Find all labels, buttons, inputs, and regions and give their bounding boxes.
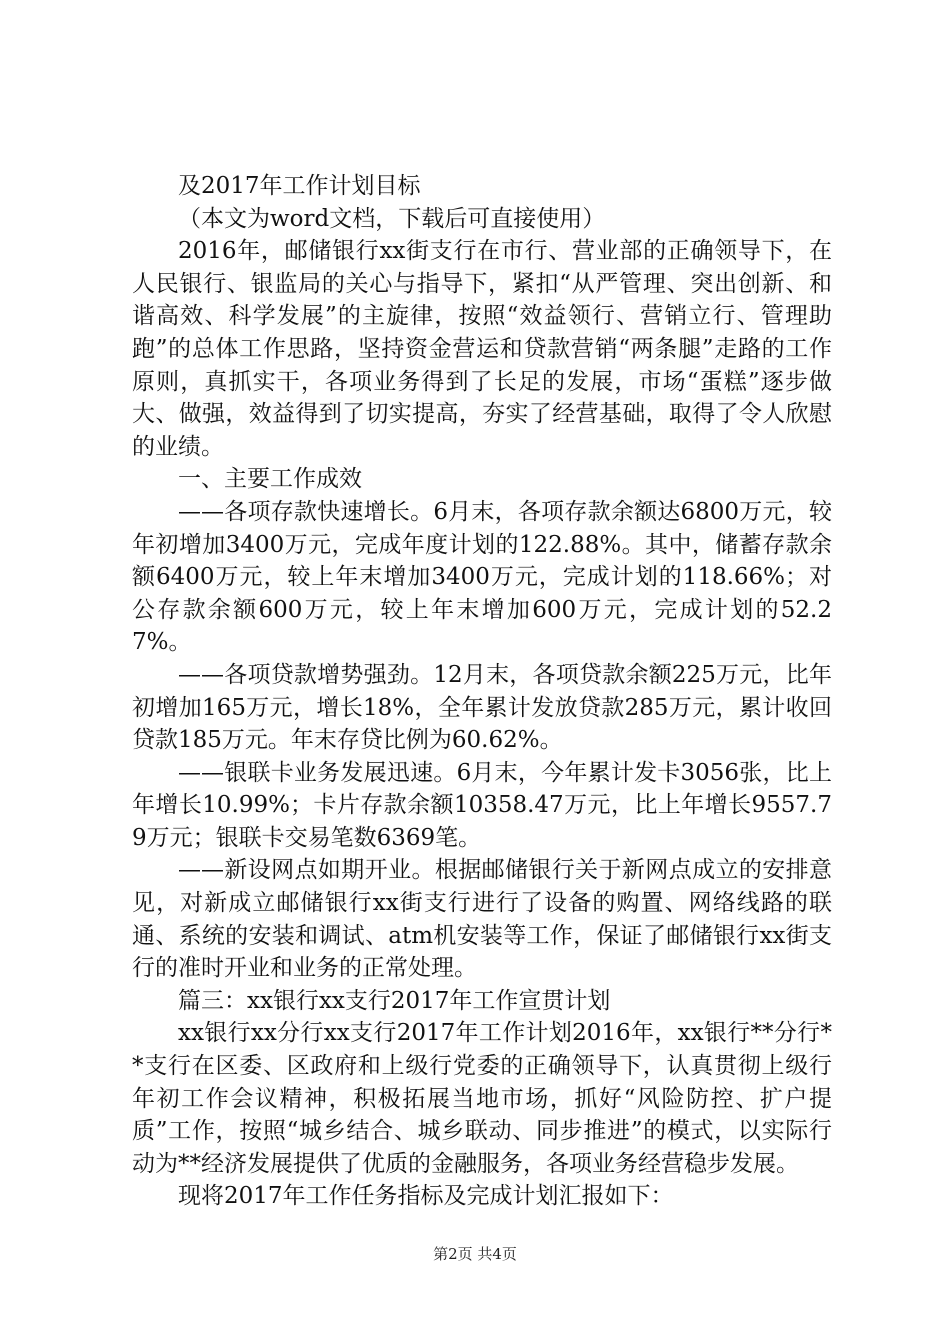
paragraph-new-branch: ——新设网点如期开业。根据邮储银行关于新网点成立的安排意见，对新成立邮储银行xx街支行进行了设备的购置、网络线路的联通、系统的安装和调试、atm机安装等工作，保证了邮储银行xx街支行的准时开业和业务的正常处理。 [132,857,832,982]
paragraph-report-intro: 现将2017年工作任务指标及完成计划汇报如下： [178,1183,674,1210]
paragraph-intro: 2016年，邮储银行xx街支行在市行、营业部的正确领导下，在人民银行、银监局的关心与指导下，紧扣“从严管理、突出创新、和谐高效、科学发展”的主旋律，按照“效益领行、营销立行、管理助跑”的总体工作思路，坚持资金营运和贷款营销“两条腿”走路的工作原则，真抓实干，各项业务得到了长足的发展，市场“蛋糕”逐步做大、做强，效益得到了切实提高，夯实了经营基础，取得了令人欣慰的业绩。 [132,238,832,460]
section-heading-main-results: 一、主要工作成效 [178,466,362,493]
paragraph-unionpay-cards: ——银联卡业务发展迅速。6月末，今年累计发卡3056张，比上年增长10.99%；卡片存款余额10358.47万元，比上年增长9557.79万元；银联卡交易笔数6369笔。 [132,759,832,851]
paragraph-loans: ——各项贷款增势强劲。12月末，各项贷款余额225万元，比年初增加165万元，增长18%，全年累计发放贷款285万元，累计收回贷款185万元。年末存贷比例为60.62%。 [132,661,832,754]
document-note: （本文为word文档，下载后可直接使用） [178,205,606,232]
document-title: 及2017年工作计划目标 [178,173,421,199]
document-body [132,170,832,1213]
paragraph-deposits: ——各项存款快速增长。6月末，各项存款余额达6800万元，较年初增加3400万元，完成年度计划的122.88%。其中，储蓄存款余额6400万元，较上年末增加3400万元，完成计划的118.66%；对公存款余额600万元，较上年末增加600万元，完成计划的52.27%。 [132,498,832,656]
section-heading-part-three: 篇三：xx银行xx支行2017年工作宣贯计划 [178,987,611,1014]
paragraph-branch-plan: xx银行xx分行xx支行2017年工作计划2016年，xx银行**分行**支行在区委、区政府和上级行党委的正确领导下，认真贯彻上级行年初工作会议精神，积极拓展当地市场，抓好“风险防控、扩户提质”工作，按照“城乡结合、城乡联动、同步推进”的模式，以实际行动为**经济发展提供了优质的金融服务，各项业务经营稳步发展。 [132,1020,832,1177]
page-number-footer: 第2页 共4页 [433,1245,517,1263]
